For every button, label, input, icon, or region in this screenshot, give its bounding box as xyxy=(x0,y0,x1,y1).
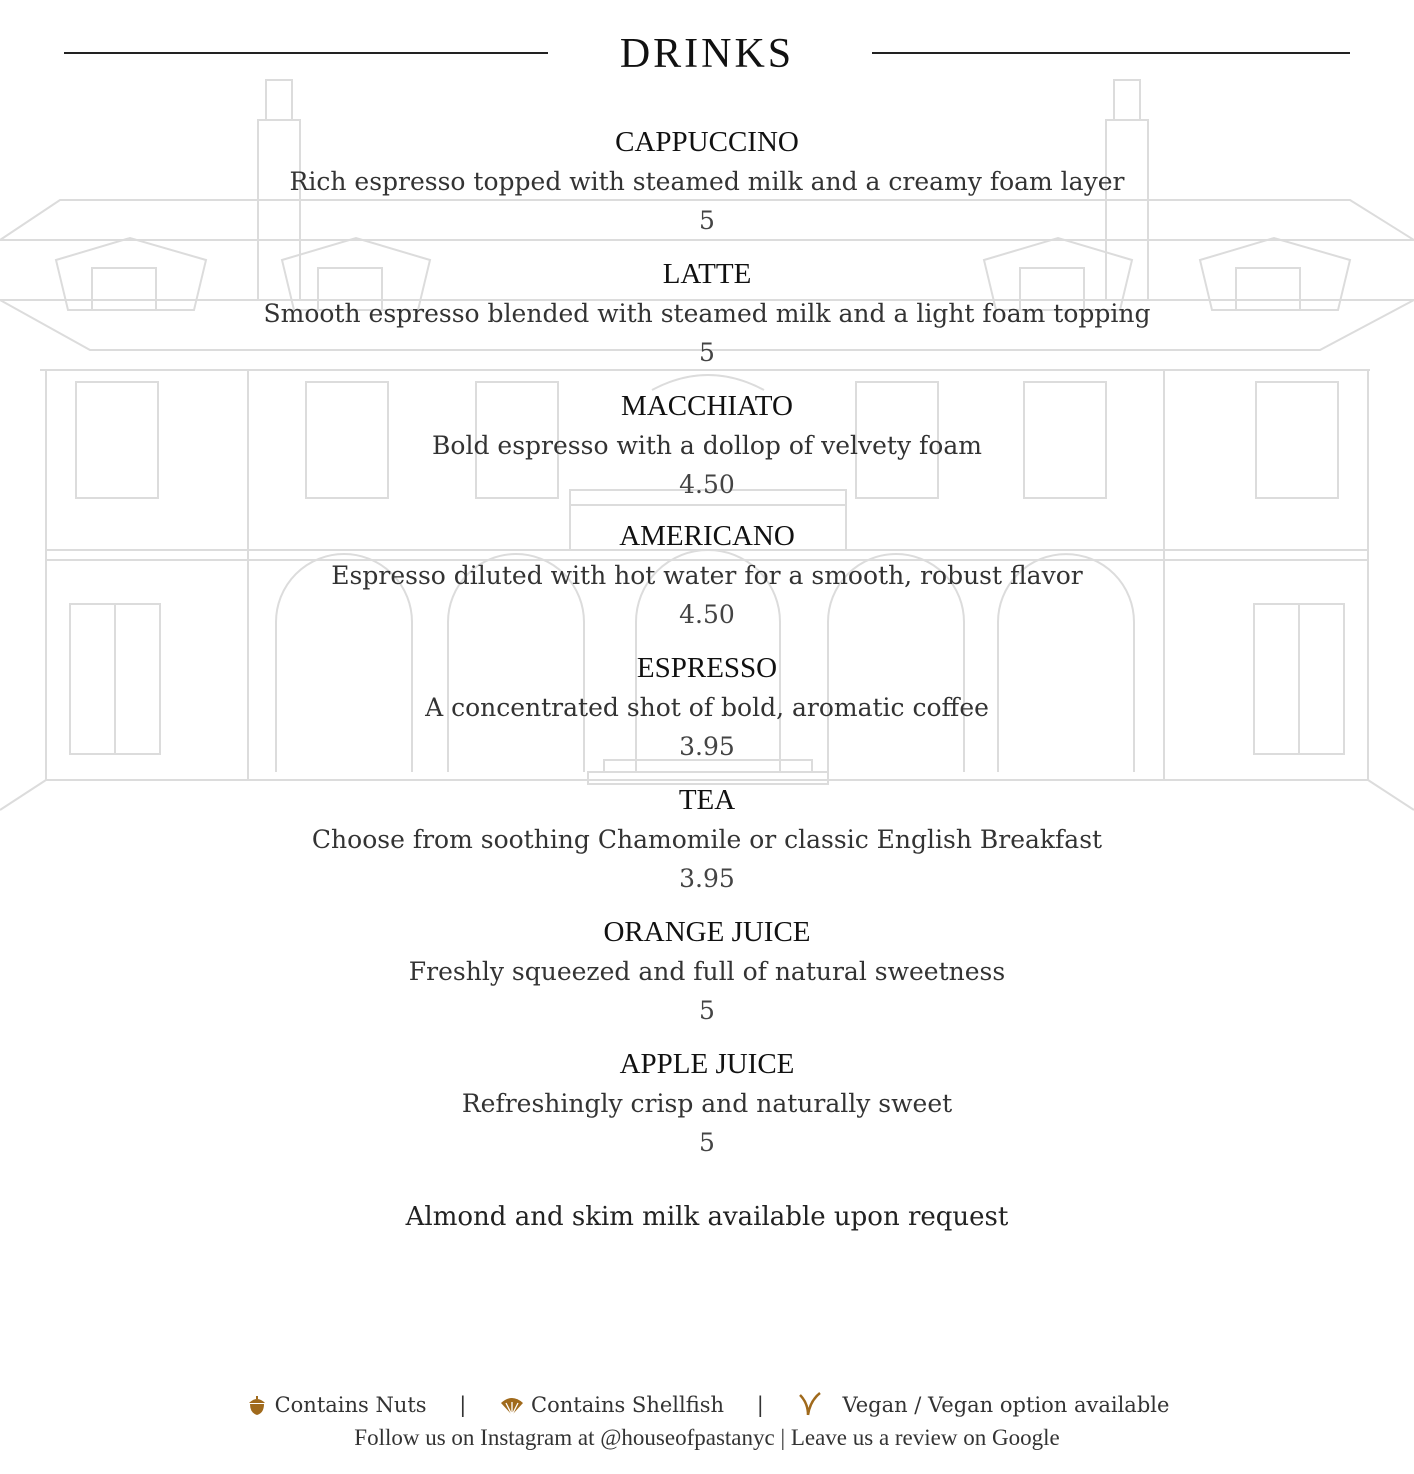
legend-nuts-label: Contains Nuts xyxy=(274,1393,427,1417)
menu-item xyxy=(0,912,1414,1044)
item-name: CAPPUCCINO xyxy=(615,126,799,158)
menu-item xyxy=(0,648,1414,780)
header-rule-right xyxy=(872,52,1350,54)
item-description: Espresso diluted with hot water for a smooth, robust flavor xyxy=(331,561,1083,590)
item-price: 4.50 xyxy=(679,600,735,629)
acorn-icon xyxy=(245,1393,269,1422)
item-name: ORANGE JUICE xyxy=(603,916,811,948)
menu-item xyxy=(0,516,1414,648)
item-price: 3.95 xyxy=(679,864,735,893)
sprout-icon xyxy=(796,1389,822,1422)
legend-separator: | xyxy=(756,1393,764,1417)
allergen-legend xyxy=(0,1389,1414,1422)
menu-item xyxy=(0,1044,1414,1176)
menu-item xyxy=(0,122,1414,254)
menu-item xyxy=(0,386,1414,516)
item-description: Refreshingly crisp and naturally sweet xyxy=(461,1089,953,1118)
milk-note: Almond and skim milk available upon request xyxy=(405,1202,1009,1232)
item-description: Freshly squeezed and full of natural sweetness xyxy=(408,957,1006,986)
item-name: AMERICANO xyxy=(619,520,795,552)
item-price: 3.95 xyxy=(679,732,735,761)
item-name: ESPRESSO xyxy=(636,652,778,684)
item-name: APPLE JUICE xyxy=(619,1048,795,1080)
item-description: Rich espresso topped with steamed milk and a creamy foam layer xyxy=(289,167,1125,196)
drinks-list xyxy=(0,122,1414,1176)
menu-item xyxy=(0,254,1414,386)
item-description: A concentrated shot of bold, aromatic coffee xyxy=(425,693,989,722)
menu-header xyxy=(0,28,1414,80)
legend-separator: | xyxy=(459,1393,467,1417)
item-description: Bold espresso with a dollop of velvety foam xyxy=(432,431,982,460)
shell-icon xyxy=(499,1393,525,1422)
item-name: TEA xyxy=(678,784,736,816)
item-description: Smooth espresso blended with steamed milk and a light foam topping xyxy=(263,299,1151,328)
item-description: Choose from soothing Chamomile or classic English Breakfast xyxy=(311,825,1103,854)
item-price: 4.50 xyxy=(679,470,735,499)
item-price: 5 xyxy=(699,996,715,1025)
item-name: MACCHIATO xyxy=(621,390,793,422)
legend-shellfish-label: Contains Shellfish xyxy=(531,1393,725,1417)
legend-vegan-label: Vegan / Vegan option available xyxy=(842,1393,1170,1417)
item-price: 5 xyxy=(699,338,715,367)
item-price: 5 xyxy=(699,1128,715,1157)
item-price: 5 xyxy=(699,206,715,235)
page-title: DRINKS xyxy=(619,31,795,77)
menu-item xyxy=(0,780,1414,912)
social-footer: Follow us on Instagram at @houseofpastanyc | Leave us a review on Google xyxy=(354,1425,1060,1450)
item-name: LATTE xyxy=(662,258,752,290)
